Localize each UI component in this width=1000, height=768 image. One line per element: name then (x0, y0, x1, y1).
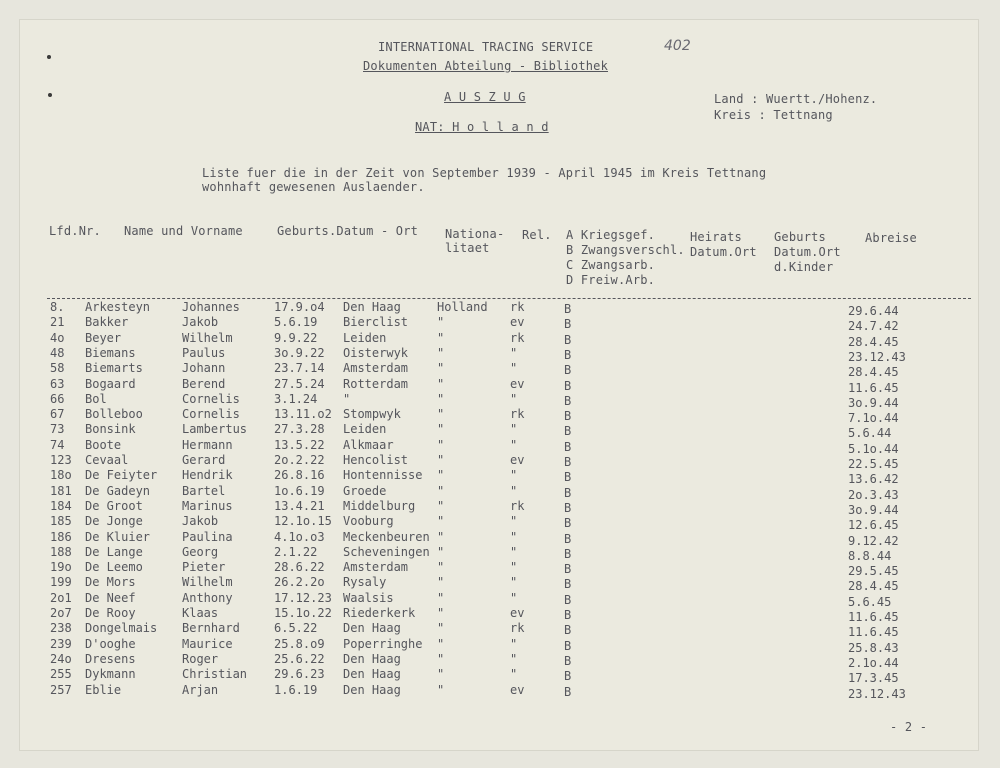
religion: " (510, 391, 518, 406)
birth-place: Alkmaar (343, 437, 394, 452)
category: B (564, 347, 572, 362)
document-title: A U S Z U G (444, 90, 526, 104)
category: B (564, 669, 572, 684)
religion: rk (510, 407, 525, 422)
last-name: Dongelmais (85, 621, 158, 636)
category: B (564, 546, 572, 561)
first-name: Christian (182, 667, 248, 682)
nationality: " (437, 468, 445, 483)
last-name: Biemans (85, 345, 136, 360)
nationality: " (437, 330, 445, 345)
birth-date: 1o.6.19 (274, 483, 325, 498)
departure-date: 9.12.42 (848, 533, 899, 548)
birth-date: 25.8.o9 (274, 636, 325, 651)
category: B (564, 592, 572, 607)
last-name: Dresens (85, 651, 136, 666)
birth-date: 28.6.22 (274, 560, 325, 575)
category: B (564, 470, 572, 485)
birth-date: 17.12.23 (274, 590, 332, 605)
birth-date: 25.6.22 (274, 651, 325, 666)
birth-date: 2.1.22 (274, 544, 318, 559)
last-name: De Kluier (85, 529, 151, 544)
departure-date: 12.6.45 (848, 518, 899, 533)
punch-hole-mark (47, 55, 51, 59)
last-name: De Feiyter (85, 468, 158, 483)
departure-date: 11.6.45 (848, 625, 899, 640)
birth-date: 23.7.14 (274, 361, 325, 376)
row-number: 21 (50, 315, 65, 330)
row-number: 19o (50, 560, 72, 575)
kreis-label: Kreis : Tettnang (714, 108, 833, 122)
land-label: Land : Wuertt./Hohenz. (714, 92, 878, 106)
religion: rk (510, 621, 525, 636)
list-description-line: Liste fuer die in der Zeit von September 1939 - April 1945 im Kreis Tettnang (202, 166, 767, 180)
last-name: Biemarts (85, 361, 143, 376)
nationality: Holland (437, 300, 488, 314)
column-header-heirats: Datum.Ort (690, 245, 757, 259)
row-number: 63 (50, 376, 65, 391)
birth-date: 27.3.28 (274, 422, 325, 437)
last-name: Bonsink (85, 422, 136, 437)
birth-place: Vooburg (343, 514, 394, 529)
birth-date: 26.2.2o (274, 575, 325, 590)
birth-date: 13.5.22 (274, 437, 325, 452)
column-header-nationalitaet: Nationa- (445, 227, 505, 241)
departure-date: 3o.9.44 (848, 502, 899, 517)
first-name: Klaas (182, 606, 219, 620)
category: B (564, 608, 572, 622)
departure-date: 28.4.45 (848, 579, 899, 594)
column-header-geburts-kinder: Datum.Ort (774, 245, 841, 259)
nationality: " (437, 498, 445, 513)
first-name: Cornelis (182, 391, 240, 406)
departure-date: 23.12.43 (848, 349, 906, 364)
departure-date: 5.1o.44 (848, 441, 899, 456)
departure-date: 29.6.44 (848, 304, 899, 318)
birth-place: Leiden (343, 422, 387, 437)
birth-date: 2o.2.22 (274, 453, 325, 467)
religion: " (510, 468, 518, 483)
category: B (564, 439, 572, 454)
religion: " (510, 529, 518, 544)
departure-date: 11.6.45 (848, 610, 899, 624)
handwritten-note: 402 (664, 38, 691, 54)
dashed-divider (47, 298, 971, 299)
departure-date: 23.12.43 (848, 686, 906, 701)
nationality: " (437, 606, 445, 620)
category: B (564, 500, 572, 515)
last-name: De Mors (85, 575, 136, 590)
religion: ev (510, 682, 525, 697)
birth-date: 13.4.21 (274, 498, 325, 513)
column-header-category: B Zwangsverschl. (566, 243, 685, 257)
religion: " (510, 667, 518, 682)
column-header-category: D Freiw.Arb. (566, 273, 656, 287)
list-description-line: wohnhaft gewesenen Auslaender. (202, 180, 425, 194)
row-number: 238 (50, 621, 72, 636)
birth-place: Rysaly (343, 575, 387, 590)
birth-date: 17.9.o4 (274, 300, 325, 314)
first-name: Lambertus (182, 422, 248, 437)
birth-date: 12.1o.15 (274, 514, 332, 529)
birth-place: Amsterdam (343, 361, 409, 376)
first-name: Anthony (182, 590, 233, 605)
punch-hole-mark (48, 93, 52, 97)
departure-date: 7.1o.44 (848, 411, 899, 426)
religion: " (510, 483, 518, 498)
religion: rk (510, 300, 525, 314)
last-name: De Groot (85, 498, 143, 513)
first-name: Wilhelm (182, 330, 233, 345)
category: B (564, 562, 572, 577)
nationality: " (437, 422, 445, 437)
category: B (564, 363, 572, 378)
last-name: Bol (85, 391, 107, 406)
row-number: 2o1 (50, 590, 72, 605)
category: B (564, 638, 572, 653)
religion: rk (510, 330, 525, 345)
nationality: " (437, 651, 445, 666)
birth-place: Stompwyk (343, 407, 401, 422)
last-name: Cevaal (85, 453, 129, 467)
row-number: 48 (50, 345, 65, 360)
category: B (564, 623, 572, 638)
first-name: Bernhard (182, 621, 240, 636)
department-name: Dokumenten Abteilung - Bibliothek (363, 59, 609, 73)
category: B (564, 684, 572, 699)
last-name: Arkesteyn (85, 300, 151, 314)
first-name: Maurice (182, 636, 233, 651)
column-header-category: A Kriegsgef. (566, 228, 656, 242)
birth-place: Rotterdam (343, 376, 409, 391)
birth-place: " (343, 391, 351, 406)
birth-place: Scheveningen (343, 544, 430, 559)
departure-date: 5.6.45 (848, 594, 892, 609)
first-name: Gerard (182, 453, 226, 467)
nationality: " (437, 590, 445, 605)
nationality: " (437, 682, 445, 697)
org-name: INTERNATIONAL TRACING SERVICE (378, 40, 594, 54)
birth-date: 1.6.19 (274, 682, 318, 697)
row-number: 185 (50, 514, 72, 529)
departure-date: 2.1o.44 (848, 655, 899, 670)
birth-place: Den Haag (343, 682, 401, 697)
nationality: " (437, 483, 445, 498)
birth-place: Middelburg (343, 498, 416, 513)
birth-place: Hontennisse (343, 468, 423, 483)
religion: " (510, 437, 518, 452)
row-number: 2o7 (50, 606, 72, 620)
row-number: 8. (50, 300, 65, 314)
category: B (564, 653, 572, 668)
last-name: Boote (85, 437, 122, 452)
row-number: 18o (50, 468, 72, 483)
column-header-geburts-kinder: Geburts (774, 230, 826, 244)
row-number: 73 (50, 422, 65, 437)
birth-date: 15.1o.22 (274, 606, 332, 620)
first-name: Cornelis (182, 407, 240, 422)
first-name: Wilhelm (182, 575, 233, 590)
row-number: 257 (50, 682, 72, 697)
nationality: " (437, 345, 445, 360)
row-number: 74 (50, 437, 65, 452)
departure-date: 17.3.45 (848, 671, 899, 686)
first-name: Jakob (182, 315, 219, 330)
departure-date: 8.8.44 (848, 548, 892, 563)
religion: " (510, 636, 518, 651)
column-header-nationalitaet: litaet (445, 241, 490, 255)
first-name: Marinus (182, 498, 233, 513)
birth-place: Den Haag (343, 300, 401, 314)
birth-place: Groede (343, 483, 387, 498)
category: B (564, 516, 572, 531)
last-name: Eblie (85, 682, 122, 697)
row-number: 123 (50, 453, 72, 467)
religion: " (510, 514, 518, 529)
first-name: Johann (182, 361, 226, 376)
religion: ev (510, 376, 525, 391)
last-name: De Jonge (85, 514, 143, 529)
birth-date: 6.5.22 (274, 621, 318, 636)
birth-place: Oisterwyk (343, 345, 409, 360)
birth-place: Waalsis (343, 590, 394, 605)
column-header-geburts-kinder: d.Kinder (774, 260, 834, 274)
religion: " (510, 422, 518, 437)
row-number: 4o (50, 330, 65, 345)
category: B (564, 455, 572, 469)
last-name: Bogaard (85, 376, 136, 391)
category: B (564, 424, 572, 439)
departure-date: 13.6.42 (848, 472, 899, 487)
birth-date: 27.5.24 (274, 376, 325, 391)
birth-date: 26.8.16 (274, 468, 325, 483)
row-number: 239 (50, 636, 72, 651)
last-name: Bolleboo (85, 407, 143, 422)
column-header-category: C Zwangsarb. (566, 258, 656, 272)
birth-place: Den Haag (343, 651, 401, 666)
birth-date: 4.1o.o3 (274, 529, 325, 544)
row-number: 199 (50, 575, 72, 590)
first-name: Paulus (182, 345, 226, 360)
column-header-lfd: Lfd.Nr. (49, 224, 101, 238)
first-name: Hermann (182, 437, 233, 452)
nationality: " (437, 407, 445, 422)
category: B (564, 485, 572, 500)
religion: " (510, 345, 518, 360)
religion: ev (510, 606, 525, 620)
nationality: " (437, 575, 445, 590)
first-name: Jakob (182, 514, 219, 529)
religion: " (510, 560, 518, 575)
last-name: De Gadeyn (85, 483, 151, 498)
column-header-abreise: Abreise (865, 231, 917, 245)
row-number: 24o (50, 651, 72, 666)
category: B (564, 378, 572, 393)
birth-date: 13.11.o2 (274, 407, 332, 422)
first-name: Paulina (182, 529, 233, 544)
last-name: Beyer (85, 330, 122, 345)
religion: rk (510, 498, 525, 513)
last-name: De Rooy (85, 606, 136, 620)
nationality: " (437, 621, 445, 636)
religion: ev (510, 315, 525, 330)
row-number: 186 (50, 529, 72, 544)
departure-date: 22.5.45 (848, 457, 899, 471)
category: B (564, 577, 572, 592)
first-name: Arjan (182, 682, 219, 697)
departure-date: 11.6.45 (848, 380, 899, 395)
category: B (564, 332, 572, 347)
column-header-geburts: Geburts.Datum - Ort (277, 224, 419, 238)
religion: " (510, 651, 518, 666)
religion: " (510, 361, 518, 376)
nationality: " (437, 529, 445, 544)
row-number: 58 (50, 361, 65, 376)
birth-place: Leiden (343, 330, 387, 345)
religion: " (510, 575, 518, 590)
last-name: Dykmann (85, 667, 136, 682)
nationality: " (437, 391, 445, 406)
birth-date: 3.1.24 (274, 391, 318, 406)
nationality: " (437, 315, 445, 330)
birth-place: Amsterdam (343, 560, 409, 575)
row-number: 66 (50, 391, 65, 406)
last-name: De Lange (85, 544, 143, 559)
birth-date: 9.9.22 (274, 330, 318, 345)
category: B (564, 302, 572, 316)
first-name: Pieter (182, 560, 226, 575)
birth-place: Hencolist (343, 453, 409, 467)
departure-date: 29.5.45 (848, 564, 899, 579)
row-number: 184 (50, 498, 72, 513)
column-header-name: Name und Vorname (124, 224, 243, 238)
category: B (564, 393, 572, 408)
nationality: " (437, 514, 445, 529)
row-number: 67 (50, 407, 65, 422)
category: B (564, 409, 572, 424)
last-name: D'ooghe (85, 636, 136, 651)
first-name: Georg (182, 544, 219, 559)
departure-date: 24.7.42 (848, 319, 899, 334)
departure-date: 2o.3.43 (848, 487, 899, 502)
last-name: Bakker (85, 315, 129, 330)
first-name: Roger (182, 651, 219, 666)
birth-date: 5.6.19 (274, 315, 318, 330)
religion: ev (510, 453, 525, 467)
nationality: " (437, 636, 445, 651)
first-name: Johannes (182, 300, 240, 314)
first-name: Bartel (182, 483, 226, 498)
column-header-religion: Rel. (522, 228, 552, 242)
birth-date: 3o.9.22 (274, 345, 325, 360)
departure-date: 28.4.45 (848, 334, 899, 349)
birth-place: Riederkerk (343, 606, 416, 620)
row-number: 188 (50, 544, 72, 559)
religion: " (510, 544, 518, 559)
nationality: " (437, 544, 445, 559)
first-name: Berend (182, 376, 226, 391)
nationality: " (437, 376, 445, 391)
birth-place: Poperringhe (343, 636, 423, 651)
category: B (564, 317, 572, 332)
nationality: " (437, 667, 445, 682)
birth-date: 29.6.23 (274, 667, 325, 682)
last-name: De Neef (85, 590, 136, 605)
last-name: De Leemo (85, 560, 143, 575)
category: B (564, 531, 572, 546)
birth-place: Bierclist (343, 315, 409, 330)
departure-date: 28.4.45 (848, 365, 899, 380)
row-number: 181 (50, 483, 72, 498)
page-number: - 2 - (890, 720, 928, 734)
birth-place: Meckenbeuren (343, 529, 430, 544)
departure-date: 3o.9.44 (848, 395, 899, 410)
nationality: " (437, 560, 445, 575)
nationality-heading: NAT: H o l l a n d (415, 120, 549, 134)
religion: " (510, 590, 518, 605)
row-number: 255 (50, 667, 72, 682)
column-header-heirats: Heirats (690, 230, 742, 244)
birth-place: Den Haag (343, 621, 401, 636)
birth-place: Den Haag (343, 667, 401, 682)
departure-date: 25.8.43 (848, 640, 899, 655)
first-name: Hendrik (182, 468, 233, 483)
departure-date: 5.6.44 (848, 426, 892, 441)
nationality: " (437, 453, 445, 467)
nationality: " (437, 361, 445, 376)
nationality: " (437, 437, 445, 452)
